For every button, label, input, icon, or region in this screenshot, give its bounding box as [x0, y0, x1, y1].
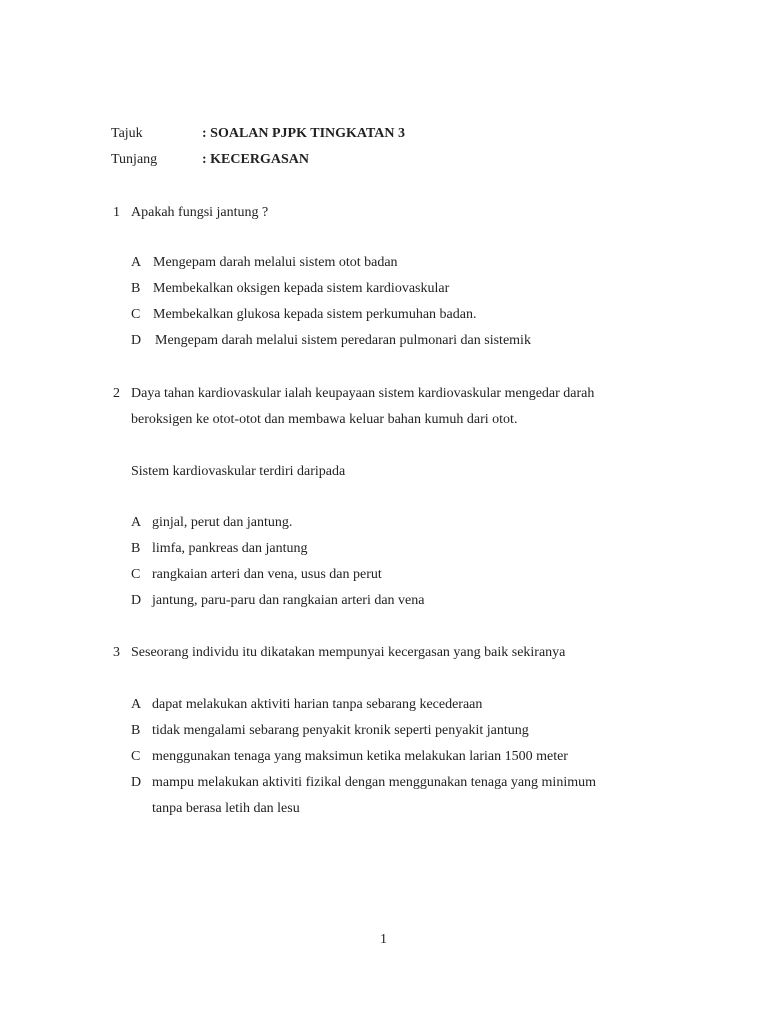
strand-value: : KECERGASAN	[202, 152, 309, 167]
option-text: rangkaian arteri dan vena, usus dan perut	[152, 567, 382, 582]
option-text: menggunakan tenaga yang maksimun ketika melakukan larian 1500 meter	[152, 749, 568, 764]
option-letter: A	[131, 255, 142, 270]
option-text: jantung, paru-paru dan rangkaian arteri dan vena	[152, 593, 425, 608]
option-letter: C	[131, 749, 141, 764]
question-text: Seseorang individu itu dikatakan mempunyai kecergasan yang baik sekiranya	[131, 645, 566, 660]
option-letter: D	[131, 593, 142, 608]
option-letter: D	[131, 775, 142, 790]
option-text: Membekalkan glukosa kepada sistem perkumuhan badan.	[153, 307, 477, 322]
option-letter: B	[131, 281, 141, 296]
option-letter: A	[131, 515, 142, 530]
option-letter: B	[131, 723, 141, 738]
option-letter: C	[131, 307, 141, 322]
option-text: ginjal, perut dan jantung.	[152, 515, 293, 530]
option-text: limfa, pankreas dan jantung	[152, 541, 308, 556]
option-letter: A	[131, 697, 142, 712]
option-text: tidak mengalami sebarang penyakit kronik seperti penyakit jantung	[152, 723, 529, 738]
option-text: dapat melakukan aktiviti harian tanpa sebarang kecederaan	[152, 697, 483, 712]
option-text: Mengepam darah melalui sistem otot badan	[153, 255, 398, 270]
question-number: 2	[113, 386, 120, 401]
page-number: 1	[380, 932, 387, 947]
option-letter: C	[131, 567, 141, 582]
title-label: Tajuk	[111, 126, 143, 141]
option-text: mampu melakukan aktiviti fizikal dengan menggunakan tenaga yang minimum	[152, 775, 596, 790]
strand-label: Tunjang	[111, 152, 158, 167]
option-text: Mengepam darah melalui sistem peredaran pulmonari dan sistemik	[155, 333, 531, 348]
option-letter: B	[131, 541, 141, 556]
option-letter: D	[131, 333, 142, 348]
option-text-continuation: tanpa berasa letih dan lesu	[152, 801, 300, 816]
question-text: Daya tahan kardiovaskular ialah keupayaan sistem kardiovaskular mengedar darah	[131, 386, 595, 401]
question-number: 1	[113, 205, 120, 220]
question-number: 3	[113, 645, 120, 660]
question-text: beroksigen ke otot-otot dan membawa keluar bahan kumuh dari otot.	[131, 412, 518, 427]
question-text: Sistem kardiovaskular terdiri daripada	[131, 464, 346, 479]
option-text: Membekalkan oksigen kepada sistem kardiovaskular	[153, 281, 450, 296]
question-text: Apakah fungsi jantung ?	[131, 205, 269, 220]
title-value: : SOALAN PJPK TINGKATAN 3	[202, 126, 406, 141]
